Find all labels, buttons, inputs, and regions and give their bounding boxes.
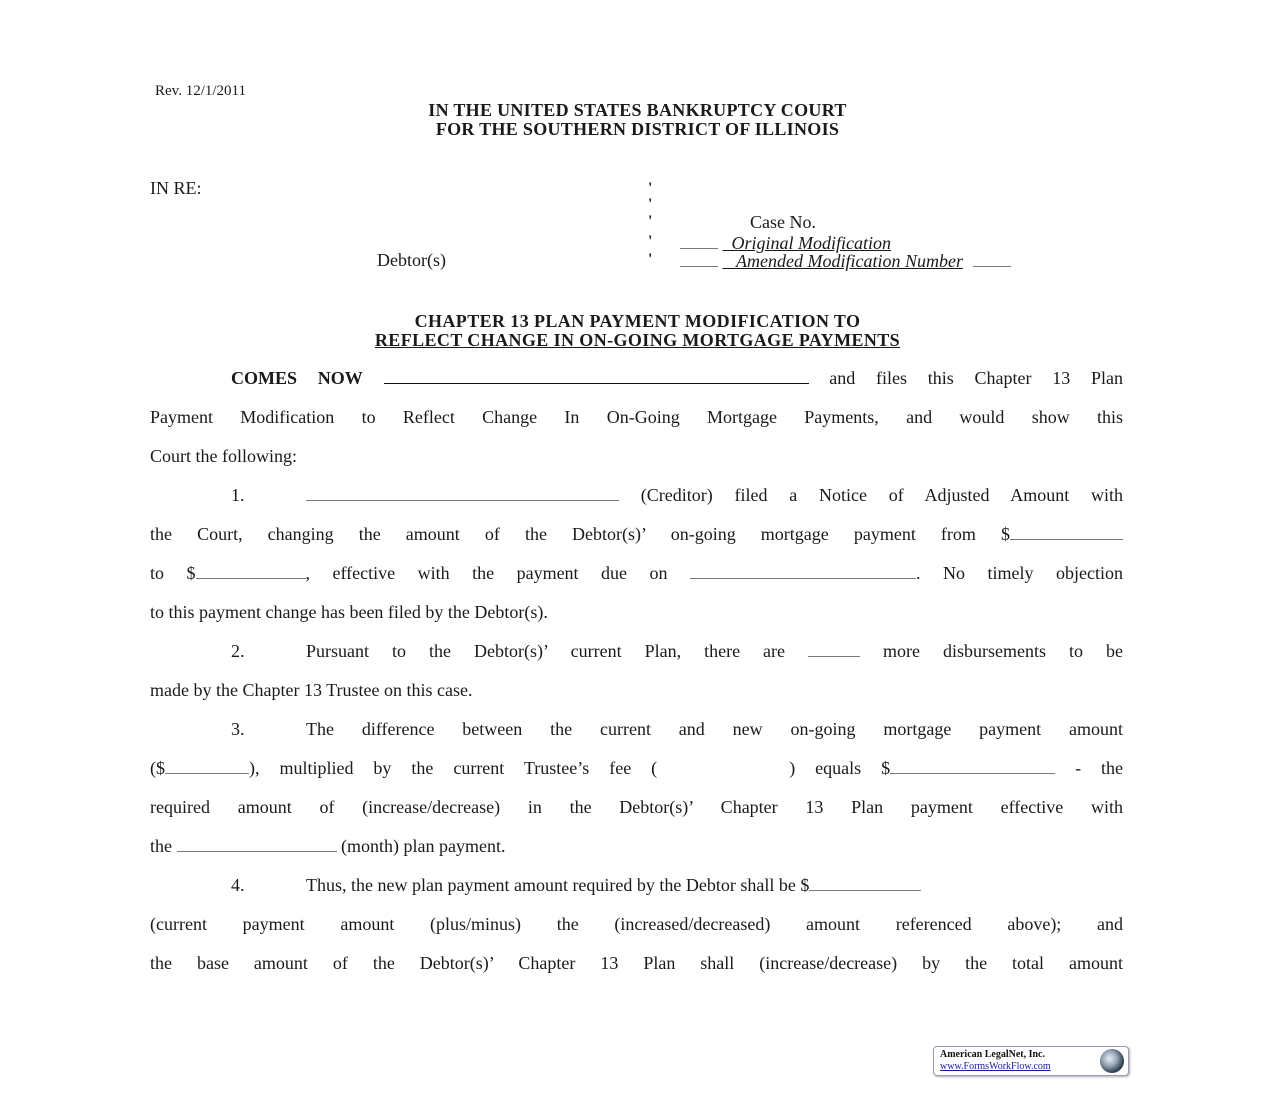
old-payment-amount-blank[interactable]	[1010, 525, 1123, 540]
amended-modification-number-blank[interactable]	[973, 252, 1011, 267]
item3-line-2: ($ ), multiplied by the current Trustee’s fee ( ) equals $ - the	[150, 758, 1124, 778]
effective-month-blank[interactable]	[177, 837, 337, 852]
item2-line-2: made by the Chapter 13 Trustee on this case.	[150, 680, 473, 700]
document-title-line2: REFLECT CHANGE IN ON-GOING MORTGAGE PAYMENTS	[374, 330, 901, 350]
new-payment-amount-blank[interactable]	[196, 564, 306, 579]
payment-due-date-blank[interactable]	[690, 564, 916, 579]
new-plan-payment-blank[interactable]	[809, 876, 921, 891]
original-modification-label: Original Modification	[731, 233, 891, 253]
logo-website-link[interactable]: www.FormsWorkFlow.com	[940, 1061, 1051, 1072]
document-title-line1: CHAPTER 13 PLAN PAYMENT MODIFICATION TO	[414, 311, 861, 331]
caption-separator: '	[648, 251, 653, 268]
movant-name-blank[interactable]	[384, 369, 809, 384]
creditor-name-blank[interactable]	[306, 486, 619, 501]
caption-separator: '	[648, 180, 653, 197]
item2-line-1: 2. Pursuant to the Debtor(s)’ current Plan, there are more disbursements to be	[231, 641, 1124, 661]
intro-line-1: COMES NOW and files this Chapter 13 Plan	[231, 368, 1124, 388]
item4-line-1: 4. Thus, the new plan payment amount required by the Debtor shall be $	[150, 875, 1123, 896]
amended-modification-label: Amended Modification Number	[736, 251, 963, 271]
in-re-label: IN RE:	[150, 178, 202, 198]
original-modification-checkbox-blank[interactable]	[680, 234, 718, 249]
item3-line-4: the (month) plan payment.	[150, 836, 506, 856]
item1-line-4: to this payment change has been filed by the Debtor(s).	[150, 602, 548, 622]
item1-line-3: to $ , effective with the payment due on . No timely objection	[150, 563, 1123, 583]
caption-separator: '	[648, 233, 653, 250]
payment-difference-blank[interactable]	[165, 759, 249, 774]
court-name-line1: IN THE UNITED STATES BANKRUPTCY COURT	[428, 100, 847, 120]
court-name-line2: FOR THE SOUTHERN DISTRICT OF ILLINOIS	[435, 119, 840, 139]
caption-separator: '	[648, 213, 653, 230]
item3-line-1: 3. The difference between the current and new on-going mortgage payment amount	[231, 719, 1123, 739]
item4-line-2: (current payment amount (plus/minus) the (increased/decreased) amount referenced above); and	[150, 914, 1123, 934]
debtor-label: Debtor(s)	[377, 250, 446, 270]
amended-modification-option[interactable]	[680, 251, 1011, 272]
american-legalnet-logo[interactable]	[933, 1046, 1129, 1076]
case-number-label: Case No.	[750, 212, 816, 232]
intro-line-3: Court the following:	[150, 446, 297, 466]
item1-line-1: 1. (Creditor) filed a Notice of Adjusted Amount with	[231, 485, 1124, 505]
change-amount-blank[interactable]	[890, 759, 1055, 774]
logo-company-name: American LegalNet, Inc.	[940, 1049, 1045, 1060]
intro-line-2: Payment Modification to Reflect Change In On-Going Mortgage Payments, and would show this	[150, 407, 1123, 427]
revision-date: Rev. 12/1/2011	[155, 83, 246, 99]
caption-separator: '	[648, 196, 653, 213]
item3-line-3: required amount of (increase/decrease) in the Debtor(s)’ Chapter 13 Plan payment effective with	[150, 797, 1123, 817]
amended-modification-checkbox-blank[interactable]	[680, 252, 718, 267]
item1-line-2: the Court, changing the amount of the Debtor(s)’ on-going mortgage payment from $	[150, 524, 1123, 545]
remaining-disbursements-blank[interactable]	[808, 642, 860, 657]
globe-icon	[1100, 1049, 1124, 1073]
item4-line-3: the base amount of the Debtor(s)’ Chapter 13 Plan shall (increase/decrease) by the total amount	[150, 953, 1123, 973]
